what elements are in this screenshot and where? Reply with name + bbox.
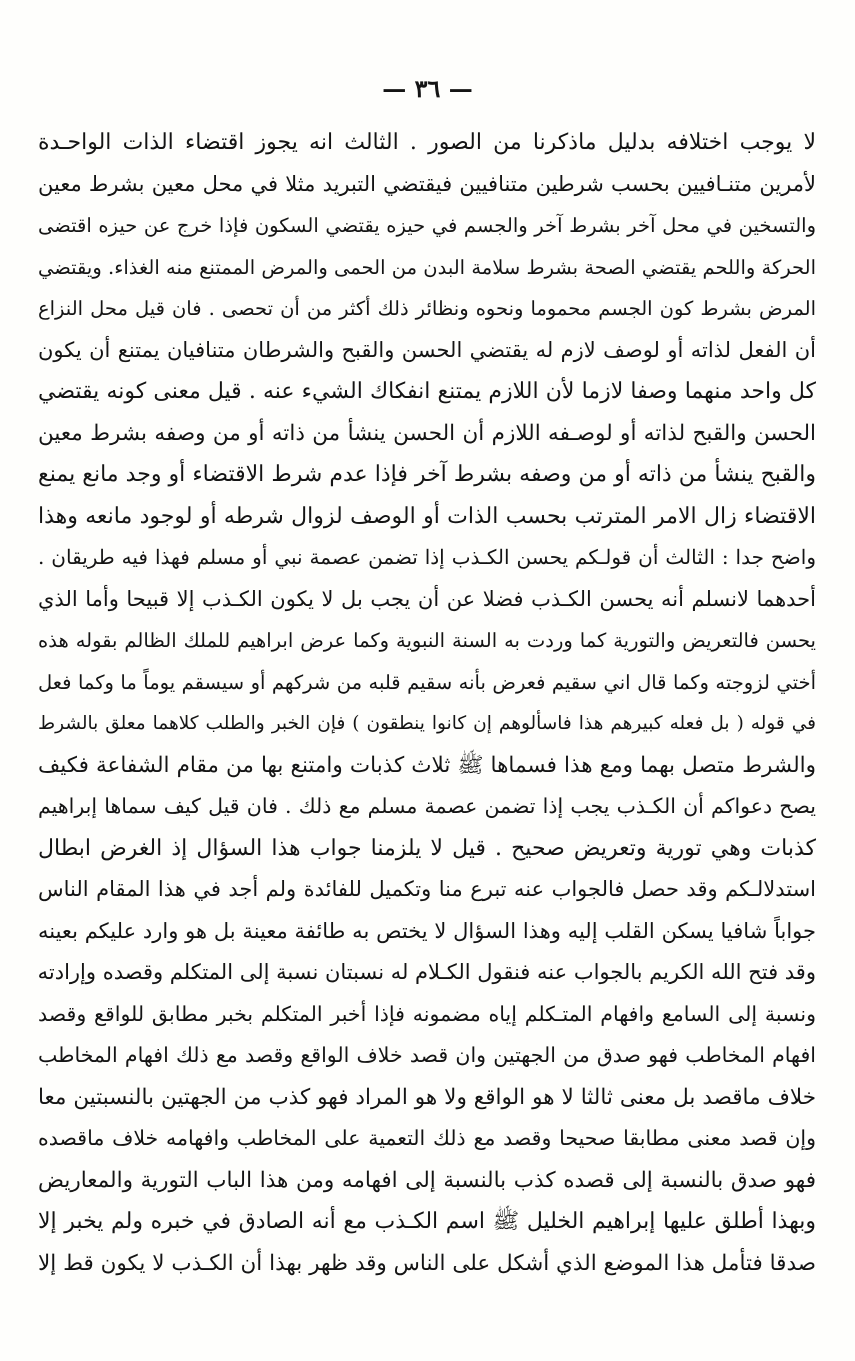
text-line: المرض بشرط كون الجسم محموما ونحوه ونظائر ذلك أكثر من أن تحصى . فان قيل محل النزاع [38,297,816,320]
text-line: صدقا فتأمل هذا الموضع الذي أشكل على الناس وقد ظهر بهذا أن الكـذب لا يكون قط إلا [38,1250,816,1276]
text-line: وقد فتح الله الكريم بالجواب عنه فنقول الكـلام له نسبتان نسبة إلى المتكلم وقصده وإرادته [38,960,816,984]
text-line: فهو صدق بالنسبة إلى قصده كذب بالنسبة إلى افهامه ومن هذا الباب التورية والمعاريض [38,1167,816,1193]
text-line: يحسن فالتعريض والتورية كما وردت به السنة النبوية وكما عرض ابراهيم للملك الظالم بقوله هذه [38,629,816,652]
text-line: جواباً شافيا يسكن القلب إليه وهذا السؤال لا يختص به طائفة معينة بل هو وارد عليكم بعينه [38,918,816,943]
text-line: لأمرين متنـافيين بحسب شرطين متنافيين فيقتضي التبريد مثلا في محل معين بشرط معين [38,171,816,196]
text-line: كل واحد منهما وصفا لازما لأن اللازم يمتنع انفكاك الشيء عنه . قيل معنى كونه يقتضي [38,379,816,404]
text-line: كذبات وهي تورية وتعريض صحيح . قيل لا يلزمنا جواب هذا السؤال إذ الغرض ابطال [38,835,816,861]
text-line: ونسبة إلى السامع وافهام المتـكلم إياه مضمونه فإذا أخبر المتكلم بخبر مطابق للواقع وقصد [38,1001,816,1026]
text-line: وبهذا أطلق عليها إبراهيم الخليل ﷺ اسم الكـذب مع أنه الصادق في خبره ولم يخبر إلا [38,1209,816,1234]
text-line: في قوله ( بل فعله كبيرهم هذا فاسألوهم إن كانوا ينطقون ) فإن الخبر والطلب كلاهما معلق بالشرط [38,713,816,734]
text-line: والقبح ينشأ من ذاته أو من وصفه بشرط آخر فإذا عدم شرط الاقتضاء أو وجد مانع يمنع [38,462,816,487]
body-text [38,122,816,1284]
text-line: أن الفعل لذاته أو لوصف لازم له يقتضي الحسن والقبح والشرطان متنافيان يمتنع أن يكون [38,337,816,362]
text-line: الحركة واللحم يقتضي الصحة بشرط سلامة البدن من الحمى والمرض الممتنع منه الغذاء. ويقتضي [38,255,816,279]
text-line: والتسخين في محل آخر بشرط آخر والجسم في حيزه يقتضي السكون فإذا خرج عن حيزه اقتضى [38,214,816,237]
text-line: الحسن والقبح لذاته أو لوصـفه اللازم أن الحسن ينشأ من ذاته أو من وصفه بشرط معين [38,420,816,446]
text-line: وإن قصد معنى مطابقا صحيحا وقصد مع ذلك التعمية على المخاطب وافهامه خلاف ماقصده [38,1126,816,1150]
text-line: واضح جدا : الثالث أن قولـكم يحسن الكـذب إذا تضمن عصمة نبي أو مسلم فهذا فيه طريقان . [38,545,816,569]
text-line: أختي لزوجته وكما قال اني سقيم فعرض بأنه سقيم قلبه من شركهم أو سيسقم يوماً ما وكما فعل [38,670,816,694]
text-line: استدلالـكم وقد حصل فالجواب عنه تبرع منا وتكميل للفائدة ولم أجد في هذا المقام الناس [38,877,816,901]
text-line: والشرط متصل بهما ومع هذا فسماها ﷺ ثلاث كذبات وامتنع بها من مقام الشفاعة فكيف [38,752,816,778]
text-line: الاقتضاء زال الامر المترتب بحسب الذات أو الوصف لزوال شرطه أو لوجود مانعه وهذا [38,503,816,529]
text-line: لا يوجب اختلافه بدليل ماذكرنا من الصور . الثالث انه يجوز اقتضاء الذات الواحـدة [38,130,816,155]
text-line: يصح دعواكم أن الكـذب يجب إذا تضمن عصمة مسلم مع ذلك . فان قيل كيف سماها إبراهيم [38,794,816,818]
text-line: أحدهما لانسلم أنه يحسن الكـذب فضلا عن أن يجب بل لا يكون الكـذب إلا قبيحا وأما الذي [38,586,816,611]
text-line: افهام المخاطب فهو صدق من الجهتين وان قصد خلاف الواقع وقصد مع ذلك افهام المخاطب [38,1043,816,1067]
page-number: — ٣٦ — [382,74,473,103]
text-line: خلاف ماقصد بل معنى ثالثا لا هو الواقع ولا هو المراد فهو كذب من الجهتين بالنسبتين معا [38,1084,816,1110]
